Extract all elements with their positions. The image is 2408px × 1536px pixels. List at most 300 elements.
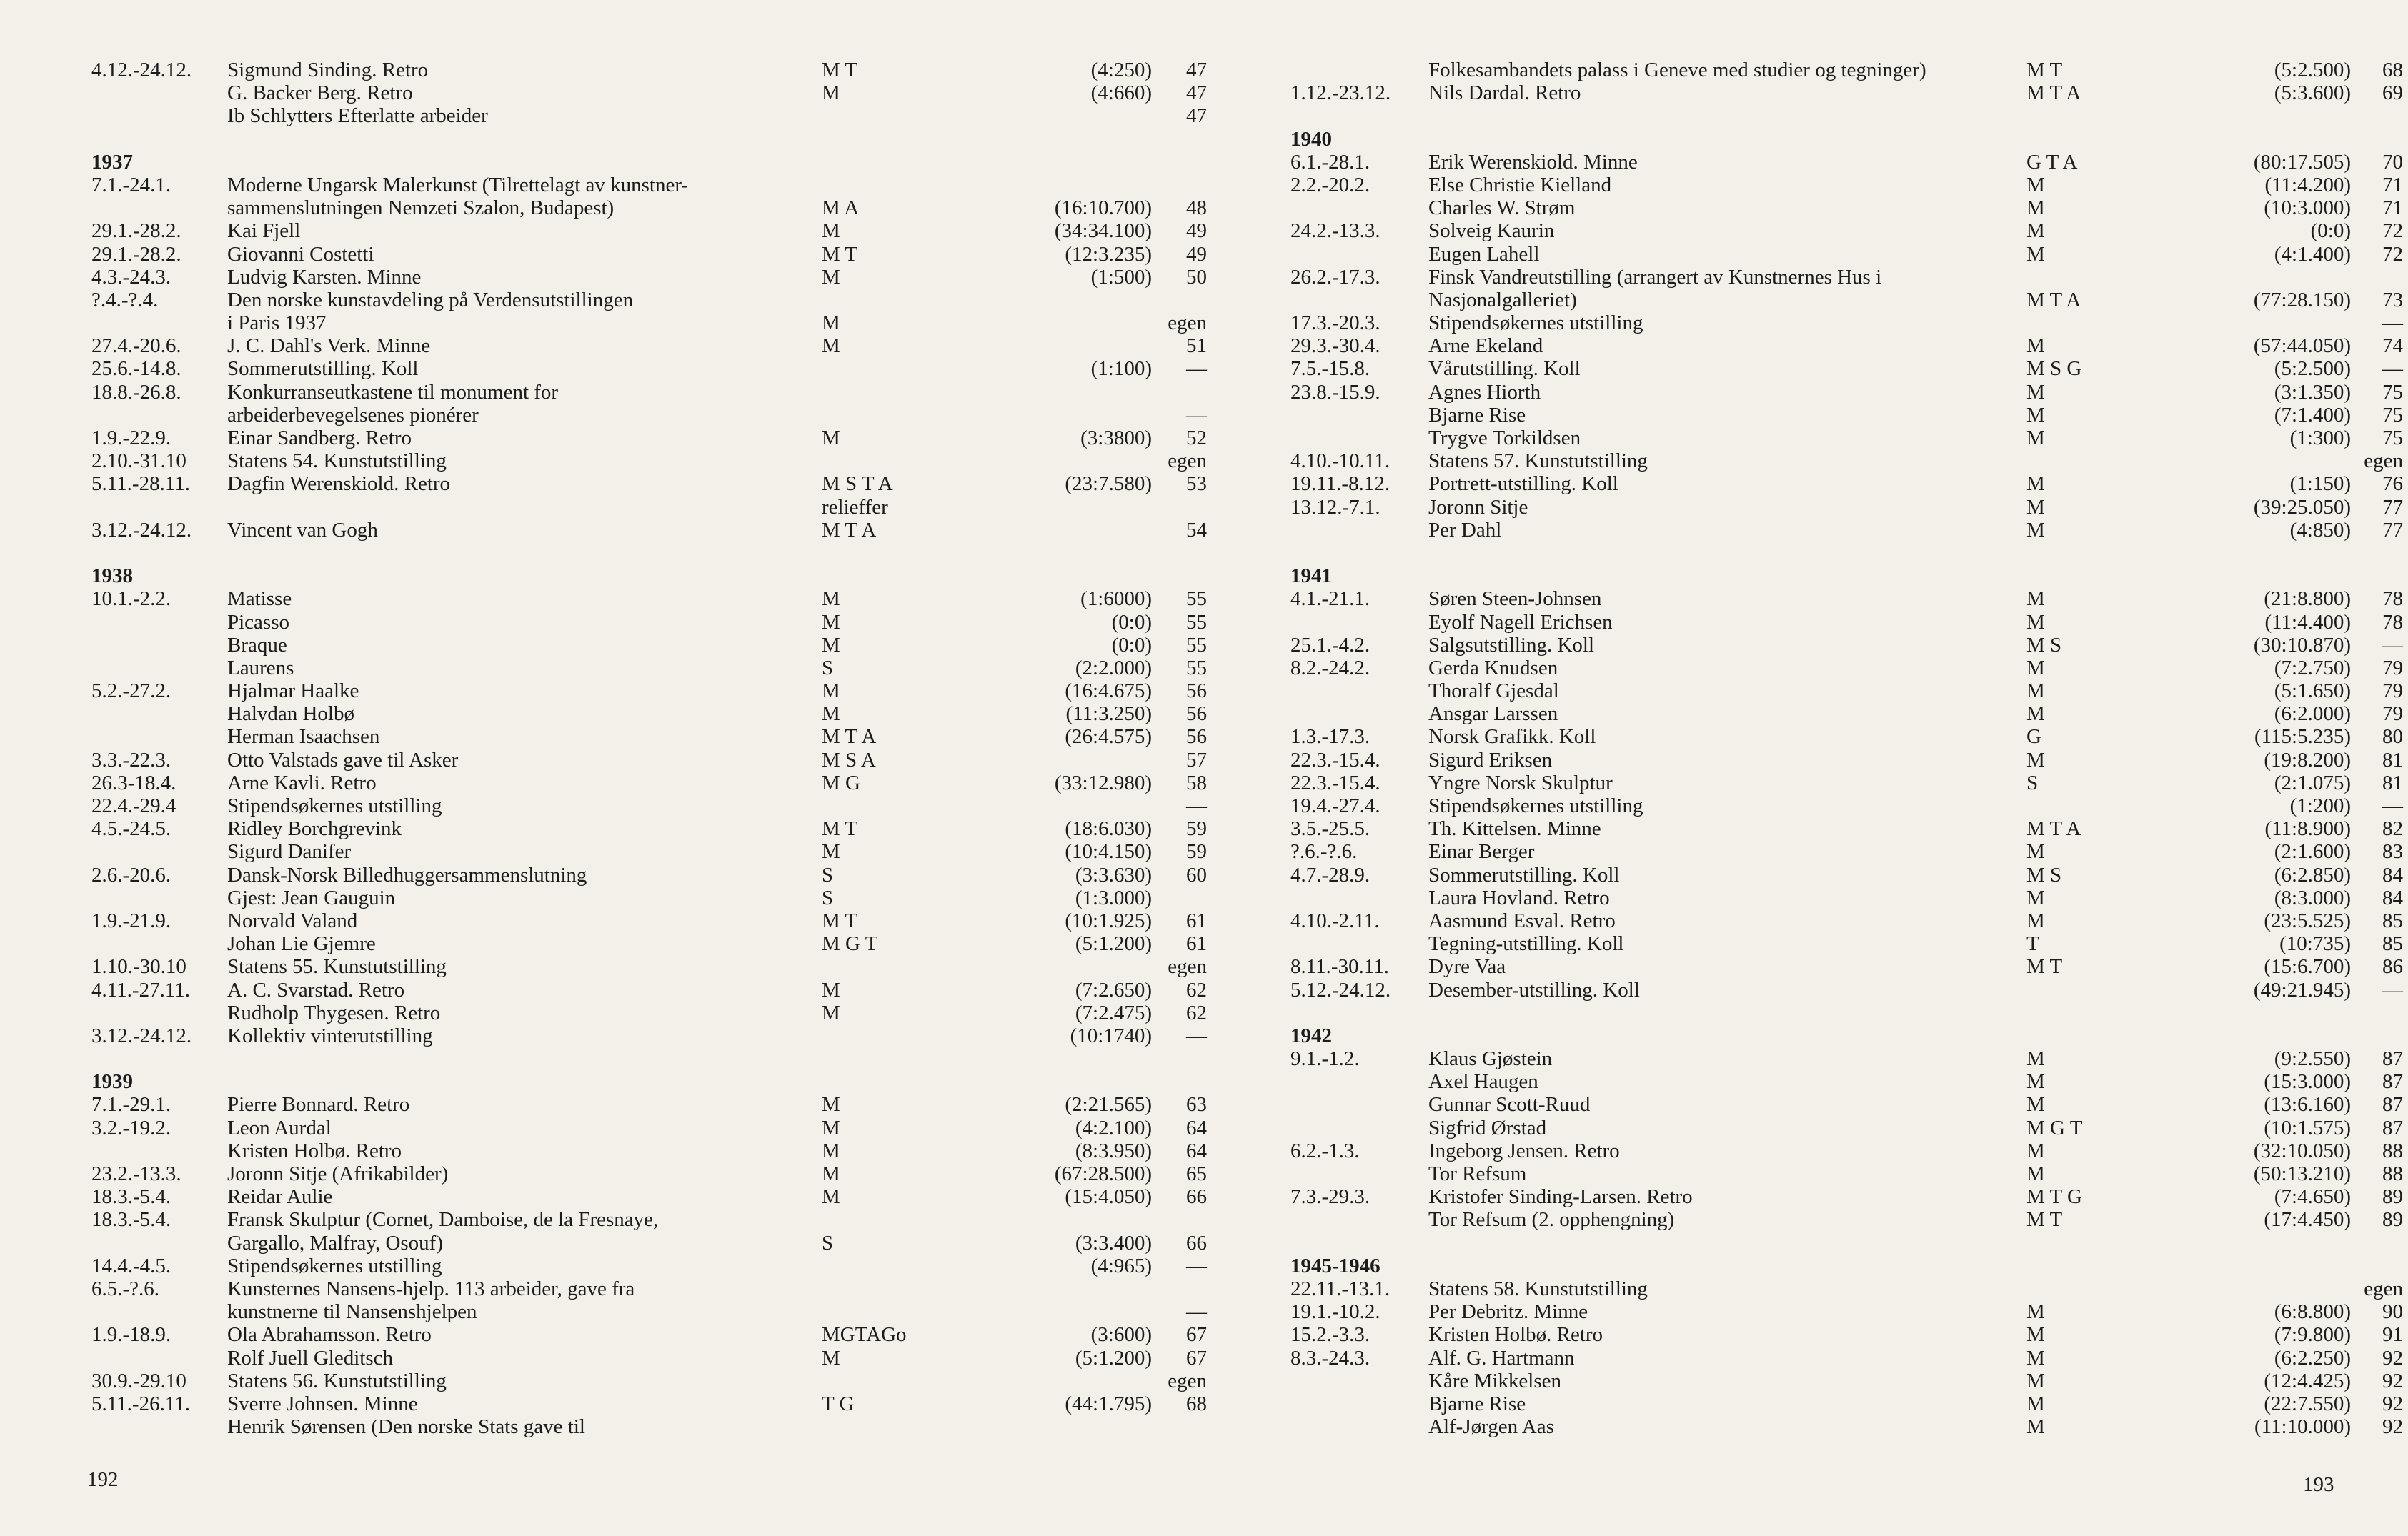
exhibition-dates: 4.10.-10.11. <box>1290 449 1390 473</box>
exhibition-title: Giovanni Costetti <box>227 242 374 266</box>
exhibition-title: Norvald Valand <box>227 909 358 932</box>
exhibition-title: Kåre Mikkelsen <box>1428 1369 1562 1392</box>
exhibition-catalogue: (8:3.950) <box>1075 1139 1152 1162</box>
catalogue-number: 92 <box>2382 1346 2403 1370</box>
exhibition-catalogue: (5:1.200) <box>1075 932 1152 956</box>
exhibition-catalogue: (57:44.050) <box>2253 334 2351 358</box>
exhibition-medium: M <box>2026 334 2045 358</box>
catalogue-number: 71 <box>2382 173 2403 196</box>
exhibition-dates: 9.1.-1.2. <box>1290 1047 1360 1071</box>
exhibition-dates: 7.3.-29.3. <box>1290 1185 1370 1209</box>
exhibition-title: Reidar Aulie <box>227 1185 333 1209</box>
catalogue-number: 66 <box>1186 1185 1207 1209</box>
exhibition-medium: M <box>2026 518 2045 542</box>
exhibition-catalogue: (6:2.250) <box>2274 1346 2351 1370</box>
section-spacer <box>1290 1232 2328 1255</box>
exhibition-row <box>1290 817 2403 841</box>
exhibition-title: Henrik Sørensen (Den norske Stats gave til <box>227 1415 585 1439</box>
exhibition-row <box>91 59 1207 81</box>
exhibition-catalogue: (7:4.650) <box>2274 1185 2351 1209</box>
exhibition-catalogue: (39:25.050) <box>2253 495 2351 519</box>
exhibition-catalogue: (4:965) <box>1090 1254 1152 1277</box>
exhibition-catalogue: (12:3.235) <box>1065 242 1152 266</box>
exhibition-row <box>91 427 1207 449</box>
exhibition-dates: 19.1.-10.2. <box>1290 1300 1380 1324</box>
exhibition-title: Tor Refsum (2. opphengning) <box>1428 1208 1675 1232</box>
catalogue-number: 76 <box>2382 472 2403 496</box>
exhibition-dates: 27.4.-20.6. <box>91 334 181 358</box>
exhibition-row <box>91 702 1207 726</box>
exhibition-catalogue: (1:150) <box>2289 472 2351 496</box>
catalogue-number: 85 <box>2382 909 2403 932</box>
section-spacer <box>1290 104 2328 127</box>
catalogue-number: 67 <box>1186 1346 1207 1370</box>
exhibition-catalogue: (5:1.200) <box>1075 1346 1152 1370</box>
exhibition-row <box>91 265 1207 289</box>
catalogue-number: 75 <box>2382 403 2403 427</box>
year-heading <box>91 151 1120 174</box>
exhibition-catalogue: (1:300) <box>2289 427 2351 449</box>
exhibition-title: Norsk Grafikk. Koll <box>1428 725 1596 749</box>
exhibition-title: Alf. G. Hartmann <box>1428 1346 1575 1370</box>
exhibition-catalogue: (44:1.795) <box>1065 1392 1152 1415</box>
exhibition-catalogue: (67:28.500) <box>1054 1162 1152 1185</box>
exhibition-dates: 7.5.-15.8. <box>1290 357 1370 381</box>
exhibition-catalogue: (5:2.500) <box>2274 59 2351 81</box>
exhibition-row <box>91 1001 1207 1024</box>
exhibition-medium: M T <box>822 59 858 81</box>
exhibition-title: Statens 54. Kunstutstilling <box>227 449 447 473</box>
catalogue-number: 57 <box>1186 748 1207 772</box>
catalogue-number: 87 <box>2382 1116 2403 1139</box>
exhibition-row <box>1290 380 2403 404</box>
exhibition-title: Matisse <box>227 587 292 611</box>
exhibition-catalogue: (15:4.050) <box>1065 1185 1152 1209</box>
catalogue-number: 84 <box>2382 863 2403 887</box>
exhibition-dates: 17.3.-20.3. <box>1290 311 1380 335</box>
catalogue-number: 67 <box>1186 1323 1207 1347</box>
exhibition-title: Gunnar Scott-Ruud <box>1428 1093 1591 1117</box>
exhibition-medium: M <box>2026 1300 2045 1324</box>
exhibition-row <box>91 1300 1207 1324</box>
exhibition-dates: 22.11.-13.1. <box>1290 1277 1390 1300</box>
exhibition-dates: 14.4.-4.5. <box>91 1254 171 1277</box>
exhibition-catalogue: (7:2.475) <box>1075 1001 1152 1024</box>
exhibition-catalogue: (4:1.400) <box>2274 242 2351 266</box>
exhibition-dates: 4.5.-24.5. <box>91 817 171 841</box>
exhibition-title: Moderne Ungarsk Malerkunst (Tilrettelagt av kunstner- <box>227 173 689 196</box>
exhibition-title: Vårutstilling. Koll <box>1428 357 1581 381</box>
exhibition-medium: M T A <box>2026 817 2081 841</box>
exhibition-title: Charles W. Strøm <box>1428 196 1576 220</box>
exhibition-catalogue: (4:2.100) <box>1075 1116 1152 1139</box>
exhibition-medium: M S <box>2026 863 2062 887</box>
left-page <box>91 59 1207 1439</box>
exhibition-medium: M <box>2026 909 2045 932</box>
exhibition-catalogue: (11:10.000) <box>2254 1415 2351 1439</box>
exhibition-catalogue: (77:28.150) <box>2253 288 2351 311</box>
exhibition-dates: 6.5.-?.6. <box>91 1277 160 1300</box>
exhibition-row <box>91 1185 1207 1209</box>
exhibition-title: Otto Valstads gave til Asker <box>227 748 459 772</box>
exhibition-dates: 8.2.-24.2. <box>1290 656 1370 679</box>
catalogue-number: 92 <box>2382 1392 2403 1415</box>
exhibition-catalogue: (5:2.500) <box>2274 357 2351 381</box>
exhibition-medium: T <box>2026 932 2039 956</box>
exhibition-medium: M T A <box>822 725 877 749</box>
exhibition-dates: 3.3.-22.3. <box>91 748 171 772</box>
exhibition-title: kunstnerne til Nansenshjelpen <box>227 1300 477 1324</box>
exhibition-row <box>91 1231 1207 1255</box>
exhibition-dates: 8.3.-24.3. <box>1290 1346 1370 1370</box>
exhibition-title: Tor Refsum <box>1428 1162 1527 1185</box>
exhibition-catalogue: (1:500) <box>1090 265 1152 289</box>
exhibition-medium: M <box>2026 587 2045 611</box>
exhibition-catalogue: (0:0) <box>1111 633 1152 657</box>
exhibition-title: Else Christie Kielland <box>1428 173 1612 196</box>
exhibition-catalogue: (8:3.000) <box>2274 886 2351 909</box>
exhibition-medium: M <box>822 610 840 634</box>
exhibition-catalogue: (10:4.150) <box>1065 840 1152 864</box>
exhibition-title: Sommerutstilling. Koll <box>227 357 419 381</box>
exhibition-title: Rolf Juell Gleditsch <box>227 1346 393 1370</box>
exhibition-catalogue: (33:12.980) <box>1054 771 1152 794</box>
exhibition-catalogue: (16:10.700) <box>1054 196 1152 220</box>
exhibition-dates: 1.10.-30.10 <box>91 955 186 979</box>
exhibition-title: Braque <box>227 633 287 657</box>
exhibition-title: Ib Schlytters Efterlatte arbeider <box>227 104 488 128</box>
exhibition-title: Sommerutstilling. Koll <box>1428 863 1620 887</box>
exhibition-row <box>91 748 1207 772</box>
catalogue-number: 79 <box>2382 679 2403 703</box>
exhibition-dates: ?.6.-?.6. <box>1290 840 1358 864</box>
exhibition-catalogue: (15:3.000) <box>2264 1070 2351 1094</box>
exhibition-medium: M <box>2026 679 2045 703</box>
catalogue-number: — <box>2382 311 2403 335</box>
exhibition-title: Ingeborg Jensen. Retro <box>1428 1139 1620 1162</box>
exhibition-medium: T G <box>822 1392 855 1415</box>
exhibition-row <box>91 196 1207 220</box>
catalogue-number: 88 <box>2382 1162 2403 1185</box>
exhibition-title: Ansgar Larssen <box>1428 702 1558 726</box>
exhibition-title: Alf-Jørgen Aas <box>1428 1415 1554 1439</box>
exhibition-row <box>91 311 1207 335</box>
exhibition-medium: M <box>2026 1415 2045 1439</box>
catalogue-number: 86 <box>2382 955 2403 979</box>
exhibition-row <box>91 1139 1207 1162</box>
exhibition-row <box>91 863 1207 887</box>
exhibition-title: Folkesambandets palass i Geneve med studier og tegninger) <box>1428 59 1926 81</box>
exhibition-catalogue: (3:3800) <box>1080 427 1152 449</box>
exhibition-catalogue: (17:4.450) <box>2264 1208 2351 1232</box>
exhibition-catalogue: (9:2.550) <box>2274 1047 2351 1071</box>
exhibition-row <box>1290 725 2403 749</box>
catalogue-number: 79 <box>2382 702 2403 726</box>
exhibition-dates: 5.2.-27.2. <box>91 679 171 703</box>
exhibition-dates: 25.1.-4.2. <box>1290 633 1370 657</box>
exhibition-catalogue: (10:3.000) <box>2264 196 2351 220</box>
exhibition-row <box>1290 909 2403 932</box>
year-heading <box>1290 128 2328 151</box>
exhibition-title: Laura Hovland. Retro <box>1428 886 1610 909</box>
exhibition-row <box>1290 1093 2403 1117</box>
exhibition-title: Kristofer Sinding-Larsen. Retro <box>1428 1185 1693 1209</box>
exhibition-medium: M S T A <box>822 472 893 496</box>
exhibition-title: Hjalmar Haalke <box>227 679 359 703</box>
exhibition-dates: 3.12.-24.12. <box>91 1024 192 1047</box>
catalogue-number: 81 <box>2382 748 2403 772</box>
exhibition-row <box>91 381 1120 404</box>
exhibition-row <box>91 909 1207 932</box>
exhibition-row <box>1290 427 2403 449</box>
exhibition-title: Tegning-utstilling. Koll <box>1428 932 1624 956</box>
exhibition-row <box>91 886 1152 909</box>
catalogue-number: — <box>1186 1024 1207 1047</box>
catalogue-number: — <box>1186 403 1207 427</box>
exhibition-catalogue: (3:3.400) <box>1075 1231 1152 1255</box>
year-heading <box>91 564 1120 587</box>
exhibition-title: Arne Kavli. Retro <box>227 771 377 794</box>
exhibition-medium: S <box>822 1231 834 1255</box>
exhibition-title: Søren Steen-Johnsen <box>1428 587 1602 611</box>
exhibition-medium: M <box>2026 495 2045 519</box>
exhibition-medium: M <box>2026 1346 2045 1370</box>
exhibition-row <box>1290 1185 2403 1209</box>
exhibition-dates: 1.3.-17.3. <box>1290 725 1370 749</box>
exhibition-catalogue: (1:3.000) <box>1075 886 1152 909</box>
exhibition-dates: 6.1.-28.1. <box>1290 150 1370 174</box>
exhibition-title: Per Debritz. Minne <box>1428 1300 1588 1324</box>
catalogue-number: 71 <box>2382 196 2403 220</box>
exhibition-dates: 1.12.-23.12. <box>1290 81 1391 105</box>
exhibition-catalogue: (49:21.945) <box>2253 978 2351 1002</box>
exhibition-title: A. C. Svarstad. Retro <box>227 978 405 1002</box>
catalogue-number: 72 <box>2382 242 2403 266</box>
exhibition-medium: M G <box>822 771 860 794</box>
catalogue-number: 52 <box>1186 427 1207 449</box>
catalogue-number: 55 <box>1186 587 1207 611</box>
exhibition-dates: 1.9.-22.9. <box>91 427 171 449</box>
exhibition-title: Eyolf Nagell Erichsen <box>1428 610 1613 634</box>
exhibition-title: Eugen Lahell <box>1428 242 1540 266</box>
catalogue-number: 63 <box>1186 1093 1207 1117</box>
exhibition-row <box>91 1346 1207 1370</box>
exhibition-row <box>91 725 1207 749</box>
exhibition-catalogue: (4:250) <box>1090 59 1152 81</box>
exhibition-catalogue: (10:735) <box>2279 932 2351 956</box>
exhibition-title: Per Dahl <box>1428 518 1502 542</box>
catalogue-number: 74 <box>2382 334 2403 358</box>
exhibition-title: Rudholp Thygesen. Retro <box>227 1001 441 1024</box>
exhibition-title: Vincent van Gogh <box>227 518 378 542</box>
exhibition-medium: MGTAGo <box>822 1323 907 1347</box>
exhibition-row <box>1290 794 2403 817</box>
exhibition-row <box>1290 1277 2403 1300</box>
exhibition-row <box>1290 1346 2403 1370</box>
exhibition-title: Gerda Knudsen <box>1428 656 1558 679</box>
exhibition-medium: M T <box>822 817 858 841</box>
exhibition-row <box>1290 334 2403 358</box>
exhibition-catalogue: (7:1.400) <box>2274 403 2351 427</box>
exhibition-catalogue: (3:600) <box>1090 1323 1152 1347</box>
catalogue-number: 58 <box>1186 771 1207 794</box>
catalogue-number: 88 <box>2382 1139 2403 1162</box>
catalogue-number: 89 <box>2382 1208 2403 1232</box>
exhibition-title: Den norske kunstavdeling på Verdensutstillingen <box>227 288 634 311</box>
exhibition-catalogue: (7:9.800) <box>2274 1323 2351 1347</box>
exhibition-dates: 23.8.-15.9. <box>1290 380 1380 404</box>
exhibition-dates: 25.6.-14.8. <box>91 357 181 381</box>
exhibition-medium: G T A <box>2026 150 2078 174</box>
exhibition-row <box>1290 1162 2403 1185</box>
exhibition-row <box>1290 1392 2403 1415</box>
exhibition-catalogue: (6:8.800) <box>2274 1300 2351 1324</box>
catalogue-number: — <box>1186 1300 1207 1324</box>
exhibition-row <box>91 1369 1207 1392</box>
exhibition-row <box>91 104 1207 128</box>
exhibition-catalogue: (1:6000) <box>1080 587 1152 611</box>
exhibition-dates: 4.11.-27.11. <box>91 978 191 1002</box>
exhibition-dates: 6.2.-1.3. <box>1290 1139 1360 1162</box>
exhibition-catalogue: (23:5.525) <box>2264 909 2351 932</box>
catalogue-number: 87 <box>2382 1093 2403 1117</box>
exhibition-catalogue: (1:200) <box>2289 794 2351 817</box>
exhibition-row <box>1290 771 2403 794</box>
exhibition-title: Salgsutstilling. Koll <box>1428 633 1595 657</box>
exhibition-medium: S <box>822 863 834 887</box>
exhibition-row <box>91 610 1207 634</box>
exhibition-title: Yngre Norsk Skulptur <box>1428 771 1613 794</box>
exhibition-dates: 18.8.-26.8. <box>91 380 181 404</box>
exhibition-title: Ludvig Karsten. Minne <box>227 265 422 289</box>
section-spacer <box>1290 542 2328 564</box>
catalogue-number: 69 <box>2382 81 2403 105</box>
exhibition-row <box>1290 679 2403 703</box>
exhibition-medium: S <box>2026 771 2039 794</box>
exhibition-row <box>1290 196 2403 220</box>
exhibition-medium: M <box>2026 610 2045 634</box>
catalogue-number: — <box>1186 357 1207 381</box>
exhibition-row <box>91 219 1207 243</box>
exhibition-title: Halvdan Holbø <box>227 702 354 726</box>
exhibition-catalogue: (5:3.600) <box>2274 81 2351 105</box>
exhibition-row <box>1290 656 2403 679</box>
exhibition-row <box>91 1277 1120 1300</box>
catalogue-number: 55 <box>1186 610 1207 634</box>
exhibition-dates: 4.10.-2.11. <box>1290 909 1380 932</box>
catalogue-number: 78 <box>2382 610 2403 634</box>
catalogue-number: 92 <box>2382 1369 2403 1392</box>
section-spacer <box>91 128 1120 151</box>
catalogue-number: 49 <box>1186 242 1207 266</box>
exhibition-row <box>91 932 1207 956</box>
exhibition-medium: M <box>822 633 840 657</box>
exhibition-title: Leon Aurdal <box>227 1116 332 1139</box>
catalogue-number: 77 <box>2382 518 2403 542</box>
catalogue-number: egen <box>2364 1277 2403 1300</box>
year-heading-text: 1941 <box>1290 564 1332 588</box>
exhibition-row <box>1290 1047 2403 1071</box>
exhibition-catalogue: (23:7.580) <box>1065 472 1152 496</box>
catalogue-number: — <box>2382 633 2403 657</box>
exhibition-catalogue: (34:34.100) <box>1054 219 1152 243</box>
exhibition-dates: 29.1.-28.2. <box>91 219 181 243</box>
exhibition-medium: M <box>822 1001 840 1024</box>
exhibition-dates: 30.9.-29.10 <box>91 1369 186 1392</box>
exhibition-catalogue: (21:8.800) <box>2264 587 2351 611</box>
exhibition-row <box>91 1415 1120 1438</box>
exhibition-medium: M G T <box>822 932 878 956</box>
exhibition-row <box>1290 1208 2403 1232</box>
exhibition-medium: M <box>822 334 840 358</box>
exhibition-catalogue: (5:1.650) <box>2274 679 2351 703</box>
exhibition-catalogue: (2:2.000) <box>1075 656 1152 679</box>
exhibition-row <box>1290 59 2403 81</box>
catalogue-number: 68 <box>2382 59 2403 81</box>
exhibition-dates: 3.5.-25.5. <box>1290 817 1370 841</box>
catalogue-number: 49 <box>1186 219 1207 243</box>
exhibition-title: sammenslutningen Nemzeti Szalon, Budapest) <box>227 196 615 220</box>
catalogue-number: 85 <box>2382 932 2403 956</box>
exhibition-row <box>91 1162 1207 1185</box>
exhibition-row <box>91 449 1207 473</box>
exhibition-title: Kollektiv vinterutstilling <box>227 1024 433 1047</box>
page-number-left: 192 <box>87 1468 119 1491</box>
exhibition-medium: M T <box>822 242 858 266</box>
catalogue-number: 80 <box>2382 725 2403 749</box>
exhibition-dates: 8.11.-30.11. <box>1290 955 1390 979</box>
exhibition-row <box>91 403 1207 427</box>
exhibition-catalogue: (30:10.870) <box>2253 633 2351 657</box>
exhibition-row <box>91 242 1207 266</box>
exhibition-medium: M T G <box>2026 1185 2082 1209</box>
catalogue-number: 73 <box>2382 288 2403 311</box>
exhibition-row <box>1290 955 2403 979</box>
exhibition-medium: M <box>822 587 840 611</box>
section-spacer <box>91 542 1120 564</box>
catalogue-number: 54 <box>1186 518 1207 542</box>
exhibition-dates: 3.12.-24.12. <box>91 518 192 542</box>
exhibition-title: Johan Lie Gjemre <box>227 932 376 956</box>
exhibition-row <box>1290 81 2403 105</box>
exhibition-dates: 5.11.-28.11. <box>91 472 191 496</box>
exhibition-dates: 18.3.-5.4. <box>91 1185 171 1209</box>
exhibition-dates: 22.3.-15.4. <box>1290 771 1380 794</box>
exhibition-row <box>1290 1300 2403 1324</box>
exhibition-dates: 4.7.-28.9. <box>1290 863 1370 887</box>
exhibition-medium: M <box>2026 1070 2045 1094</box>
exhibition-row <box>1290 1116 2403 1139</box>
exhibition-title: Klaus Gjøstein <box>1428 1047 1553 1071</box>
exhibition-row <box>1290 1323 2403 1347</box>
exhibition-row <box>1290 403 2403 427</box>
exhibition-medium: M A <box>822 196 860 220</box>
exhibition-title: Ridley Borchgrevink <box>227 817 402 841</box>
exhibition-title: Pierre Bonnard. Retro <box>227 1093 410 1117</box>
exhibition-row <box>1290 1070 2403 1094</box>
catalogue-number: 60 <box>1186 863 1207 887</box>
exhibition-catalogue: (15:6.700) <box>2264 955 2351 979</box>
exhibition-dates: 29.1.-28.2. <box>91 242 181 266</box>
exhibition-title: Finsk Vandreutstilling (arrangert av Kunstnernes Hus i <box>1428 265 1882 289</box>
catalogue-number: 77 <box>2382 495 2403 519</box>
exhibition-catalogue: (7:2.750) <box>2274 656 2351 679</box>
exhibition-catalogue: (7:2.650) <box>1075 978 1152 1002</box>
exhibition-dates: 7.1.-29.1. <box>91 1093 171 1117</box>
exhibition-catalogue: (6:2.850) <box>2274 863 2351 887</box>
exhibition-title: Aasmund Esval. Retro <box>1428 909 1616 932</box>
exhibition-title: Statens 56. Kunstutstilling <box>227 1369 447 1392</box>
